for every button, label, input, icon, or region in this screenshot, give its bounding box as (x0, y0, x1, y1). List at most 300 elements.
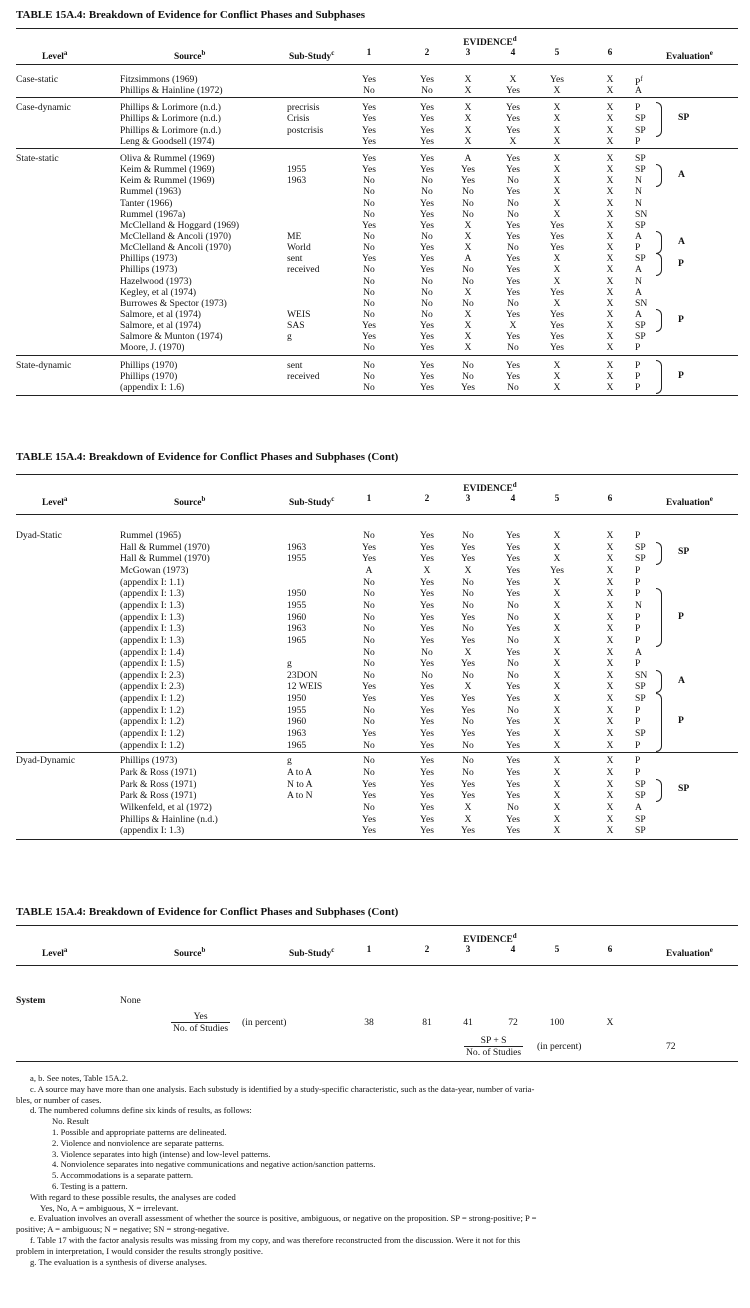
evidence-cell-4: Yes (506, 85, 520, 97)
footnote-line: f. Table 17 with the factor analysis results was missing from my copy, and was therefore reconstructed from the discussion. Were it not for this (30, 1234, 521, 1245)
evaluation-cell: A (635, 801, 642, 813)
evidence-cell-4: Yes (506, 728, 520, 740)
evidence-cell-3: Yes (461, 175, 475, 187)
evidence-cell-2: Yes (420, 342, 434, 354)
evidence-cell-3: X (464, 681, 472, 693)
source-cell: Rummel (1963) (120, 186, 182, 198)
evidence-cell-5: Yes (550, 331, 564, 343)
group-separator-rule (16, 355, 738, 356)
substudy-cell: 1960 (287, 716, 307, 728)
evidence-cell-5: X (553, 197, 561, 209)
source-cell: Tanter (1966) (120, 197, 173, 209)
footnote-line: Yes, No, A = ambiguous, X = irrelevant. (40, 1202, 179, 1213)
evidence-cell-1: No (363, 197, 375, 209)
evidence-cell-5: X (553, 634, 561, 646)
evidence-cell-4: Yes (506, 646, 520, 658)
evidence-cell-3: No (462, 197, 474, 209)
evidence-cell-4: Yes (506, 102, 520, 114)
evaluation-cell: P (635, 716, 641, 728)
level-header-text: Level (42, 949, 64, 960)
evaluation-cell: SP (635, 728, 646, 740)
source-header-text: Source (174, 52, 202, 63)
evidence-cell-4: X (509, 320, 517, 332)
source-header-superscript: b (201, 946, 206, 954)
evidence-cell-6: X (606, 264, 614, 276)
evidence-cell-5: X (553, 152, 561, 164)
evidence-cell-6: X (606, 623, 614, 635)
source-cell: (appendix I: 1.3) (120, 599, 185, 611)
evidence-cell-2: Yes (420, 164, 434, 176)
evidence-cell-5: X (553, 135, 561, 147)
evidence-cell-3: X (464, 135, 472, 147)
evidence-cell-6: X (606, 242, 614, 254)
level-header (42, 48, 67, 63)
footnote-line: d. The numbered columns define six kinds of results, as follows: (30, 1105, 252, 1116)
evidence-cell-2: X (423, 564, 431, 576)
evidence-cell-1: Yes (362, 541, 376, 553)
table-row (16, 231, 738, 242)
evidence-cell-6: X (606, 230, 614, 242)
evaluation-cell: SP (635, 553, 646, 565)
level-label: Dyad-Static (16, 530, 62, 541)
table-row (16, 125, 738, 136)
evaluation-cell: SP (635, 219, 646, 231)
evidence-cell-5: X (553, 801, 561, 813)
source-header-text: Source (174, 498, 202, 509)
evidence-cell-4: Yes (506, 359, 520, 371)
evidence-cell-4: Yes (506, 113, 520, 125)
evidence-cell-5: X (553, 208, 561, 220)
group-separator-rule (16, 752, 738, 753)
evidence-cell-4: Yes (506, 681, 520, 693)
evidence-cell-6: X (606, 825, 614, 837)
evidence-cell-5: Yes (550, 74, 564, 85)
evidence-cell-6: X (606, 124, 614, 136)
evidence-cell-2: Yes (420, 704, 434, 716)
footnote-line: 2. Violence and nonviolence are separate patterns. (52, 1137, 225, 1148)
evidence-cell-5: X (553, 611, 561, 623)
evidence-cell-3: Yes (461, 704, 475, 716)
evaluation-cell: P (635, 623, 641, 635)
evidence-cell-3: Yes (461, 611, 475, 623)
evidence-cell-3: A (464, 152, 472, 164)
bracket-label: P (678, 715, 684, 727)
source-header (174, 945, 205, 960)
evidence-cell-1: No (363, 309, 375, 320)
source-cell: Burrowes & Spector (1973) (120, 297, 227, 309)
evidence-cell-4: Yes (506, 588, 520, 600)
source-header-text: Source (174, 949, 202, 960)
evidence-cell-2: No (421, 186, 433, 198)
evidence-cell-4: No (507, 381, 519, 393)
table-caption: TABLE 15A.4: Breakdown of Evidence for Conflict Phases and Subphases (Cont) (16, 451, 399, 463)
table-bottom-rule (16, 395, 738, 396)
table-row (16, 136, 738, 147)
table-row (16, 175, 738, 186)
level-label: Case-static (16, 74, 59, 85)
evaluation-cell: SP (635, 778, 646, 790)
source-cell: Keim & Rummel (1969) (120, 175, 215, 187)
evidence-cell-6: X (606, 693, 614, 705)
level-header-text: Level (42, 498, 64, 509)
table-row (16, 577, 738, 588)
table-row (16, 74, 738, 89)
evidence-cell-1: No (363, 208, 375, 220)
table-row (16, 382, 738, 393)
source-cell: Salmore, et al (1974) (120, 320, 201, 332)
evidence-cell-4: Yes (506, 331, 520, 343)
source-cell: Phillips (1970) (120, 370, 178, 382)
evidence-cell-1: Yes (362, 681, 376, 693)
table-row (16, 790, 738, 801)
evaluation-bracket (656, 231, 662, 254)
percent-cell-2: 81 (422, 1017, 432, 1028)
evidence-cell-4: Yes (506, 219, 520, 231)
substudy-cell: 1963 (287, 175, 307, 187)
table-row (16, 693, 738, 704)
source-cell: (appendix I: 1.3) (120, 623, 185, 635)
substudy-header (289, 48, 334, 63)
evidence-cell-4: Yes (506, 309, 520, 320)
evidence-cell-1: No (363, 704, 375, 716)
evidence-cell-2: No (421, 175, 433, 187)
evidence-cell-4: Yes (506, 253, 520, 265)
table-row (16, 825, 738, 836)
evidence-cell-6: X (606, 541, 614, 553)
source-cell: Moore, J. (1970) (120, 342, 185, 354)
table-row (16, 220, 738, 231)
evidence-cell-3: X (464, 113, 472, 125)
evidence-cell-2: Yes (420, 611, 434, 623)
evidence-cell-2: Yes (420, 576, 434, 588)
source-cell: Park & Ross (1971) (120, 767, 197, 778)
evidence-col-header-4: 4 (510, 48, 516, 58)
fraction-suffix: (in percent) (242, 1017, 287, 1028)
evidence-cell-4: Yes (506, 623, 520, 635)
evaluation-cell: N (635, 186, 642, 198)
table-row (16, 242, 738, 253)
evidence-cell-3: Yes (461, 553, 475, 565)
evidence-cell-4: No (507, 669, 519, 681)
table-row (16, 542, 738, 553)
evidence-cell-2: Yes (420, 588, 434, 600)
table-row (16, 371, 738, 382)
percent-cell-4: 72 (508, 1017, 518, 1028)
evidence-cell-6: X (606, 286, 614, 298)
evidence-cell-6: X (606, 275, 614, 287)
evaluation-cell: SN (635, 208, 648, 220)
evidence-cell-4: No (507, 342, 519, 354)
evidence-cell-6: X (606, 309, 614, 320)
bracket-label: A (678, 674, 685, 686)
evaluation-cell: SN (635, 297, 648, 309)
evidence-cell-1: Yes (362, 331, 376, 343)
evidence-header-superscript: d (512, 932, 517, 940)
evidence-cell-2: Yes (420, 693, 434, 705)
evaluation-cell: P (635, 370, 641, 382)
table-row (16, 670, 738, 681)
evidence-cell-3: X (464, 813, 472, 825)
evidence-cell-2: Yes (420, 541, 434, 553)
evidence-cell-6: X (606, 530, 614, 541)
evidence-cell-4: No (507, 599, 519, 611)
source-cell: McGowan (1973) (120, 564, 189, 576)
evaluation-cell: P (635, 755, 641, 767)
evidence-cell-1: No (363, 175, 375, 187)
evidence-col-header-6: 6 (607, 48, 613, 58)
table-row (16, 612, 738, 623)
substudy-header (289, 494, 334, 509)
bracket-label: P (678, 610, 684, 622)
source-cell: Hall & Rummel (1970) (120, 541, 210, 553)
evaluation-cell: SP (635, 124, 646, 136)
source-cell: Rummel (1967a) (120, 208, 186, 220)
evidence-cell-2: Yes (420, 623, 434, 635)
evaluation-cell: P (635, 530, 641, 541)
evidence-cell-2: Yes (420, 634, 434, 646)
table-row (16, 767, 738, 778)
substudy-cell: SAS (287, 320, 305, 332)
evidence-cell-5: X (553, 102, 561, 114)
evidence-cell-5: X (553, 658, 561, 670)
source-cell: (appendix I: 1.5) (120, 658, 185, 670)
evidence-cell-5: X (553, 541, 561, 553)
evaluation-bracket (656, 102, 662, 136)
evidence-header-superscript: d (512, 481, 517, 489)
footnote-line: positive; A = ambiguous; N = negative; SN = strong-negative. (16, 1224, 230, 1235)
footnote-line: bles, or number of cases. (16, 1094, 102, 1105)
evidence-cell-4: Yes (506, 716, 520, 728)
substudy-cell: WEIS (287, 309, 311, 320)
evidence-cell-2: Yes (420, 208, 434, 220)
evaluation-cell: SN (635, 669, 648, 681)
evaluation-bracket (656, 309, 662, 332)
evidence-cell-2: Yes (420, 728, 434, 740)
evidence-cell-5: X (553, 767, 561, 778)
evidence-cell-6: X (606, 599, 614, 611)
level-header (42, 494, 67, 509)
source-cell: (appendix I: 1.2) (120, 704, 185, 716)
evidence-cell-2: Yes (420, 113, 434, 125)
evidence-cell-3: Yes (461, 728, 475, 740)
evidence-cell-4: Yes (506, 186, 520, 198)
evaluation-cell: P (635, 588, 641, 600)
evidence-col-header-3: 3 (465, 494, 471, 504)
evidence-cell-2: Yes (420, 599, 434, 611)
evidence-cell-3: X (464, 85, 472, 97)
footnote-line: e. Evaluation involves an overall assessment of whether the source is positive, ambiguous, or negative on the proposition. SP = strong-positive; P = (30, 1213, 537, 1224)
evidence-col-header-3: 3 (465, 48, 471, 58)
eval-footnote-mark: f (640, 75, 643, 83)
evidence-cell-6: X (606, 755, 614, 767)
header-top-rule (16, 925, 738, 926)
evidence-cell-1: No (363, 85, 375, 97)
evidence-cell-6: X (606, 634, 614, 646)
fraction-suffix: (in percent) (537, 1041, 582, 1052)
evaluation-cell: P (635, 135, 641, 147)
evaluation-cell: SP (635, 813, 646, 825)
evaluation-cell: P (635, 359, 641, 371)
evidence-cell-1: No (363, 242, 375, 254)
evidence-cell-3: Yes (461, 541, 475, 553)
source-cell: Hazelwood (1973) (120, 275, 192, 287)
evidence-cell-1: Yes (362, 219, 376, 231)
evidence-cell-5: X (553, 530, 561, 541)
evidence-cell-3: X (464, 320, 472, 332)
table-row (16, 681, 738, 692)
source-cell: Phillips & Hainline (n.d.) (120, 813, 218, 825)
evidence-cell-1: No (363, 530, 375, 541)
source-cell: (appendix I: 2.3) (120, 669, 185, 681)
evaluation-percent: 72 (666, 1041, 676, 1052)
footnote-line: 3. Violence separates into high (intense) and low-level patterns. (52, 1148, 271, 1159)
table-row (16, 716, 738, 727)
evidence-cell-5: X (553, 825, 561, 837)
evaluation-header-superscript: e (709, 49, 713, 57)
evidence-cell-4: No (507, 801, 519, 813)
fraction-numerator: Yes (171, 1011, 230, 1023)
source-cell: Rummel (1965) (120, 530, 182, 541)
evidence-cell-5: X (553, 359, 561, 371)
evaluation-cell: SP (635, 253, 646, 265)
evaluation-bracket (656, 542, 662, 566)
evidence-cell-2: No (421, 309, 433, 320)
level-label: Case-dynamic (16, 102, 71, 114)
table-row (16, 253, 738, 264)
evidence-cell-1: Yes (362, 693, 376, 705)
evidence-col-header-3: 3 (465, 945, 471, 955)
table-row (16, 755, 738, 766)
percent-cell-3: 41 (463, 1017, 473, 1028)
footnote-line: 4. Nonviolence separates into negative communications and negative action/sanction patterns. (52, 1159, 376, 1170)
evidence-header-text: EVIDENCE (463, 38, 513, 49)
footnote-line: No. Result (52, 1116, 89, 1127)
evidence-col-header-1: 1 (366, 48, 372, 58)
table-row (16, 209, 738, 220)
evidence-cell-3: Yes (461, 790, 475, 802)
substudy-cell: 1950 (287, 588, 307, 600)
table-caption: TABLE 15A.4: Breakdown of Evidence for Conflict Phases and Subphases (16, 9, 365, 21)
evidence-cell-6: X (606, 658, 614, 670)
evaluation-cell: P (635, 381, 641, 393)
source-cell: Phillips (1970) (120, 359, 178, 371)
bracket-label: A (678, 235, 685, 247)
footnote-line: a, b. See notes, Table 15A.2. (30, 1073, 129, 1083)
evidence-cell-4: Yes (506, 564, 520, 576)
evidence-cell-4: Yes (506, 553, 520, 565)
evaluation-cell: P (635, 634, 641, 646)
substudy-cell: ME (287, 230, 302, 242)
source-header (174, 48, 205, 63)
evidence-cell-5: X (553, 669, 561, 681)
evidence-cell-6: X (606, 739, 614, 751)
source-cell: McClelland & Hoggard (1969) (120, 219, 240, 231)
evidence-cell-1: Yes (362, 253, 376, 265)
evidence-cell-1: No (363, 370, 375, 382)
evidence-table (16, 474, 738, 904)
evidence-cell-1: No (363, 359, 375, 371)
evaluation-cell: P (635, 704, 641, 716)
evidence-cell-5: X (553, 297, 561, 309)
evidence-cell-4: Yes (506, 152, 520, 164)
source-cell: Phillips (1973) (120, 253, 178, 265)
evidence-cell-4: Yes (506, 124, 520, 136)
evaluation-bracket (656, 360, 662, 394)
evidence-cell-2: Yes (420, 197, 434, 209)
footnote-line: 6. Testing is a pattern. (52, 1180, 128, 1191)
source-cell: Fitzsimmons (1969) (120, 74, 198, 85)
header-bottom-rule (16, 64, 738, 65)
evaluation-bracket (656, 164, 662, 187)
evidence-cell-4: No (507, 658, 519, 670)
evidence-cell-2: Yes (420, 778, 434, 790)
table-row (16, 740, 738, 751)
evidence-cell-2: Yes (420, 219, 434, 231)
source-cell: (appendix I: 1.6) (120, 381, 185, 393)
substudy-header-text: Sub-Study (289, 949, 332, 960)
evidence-cell-5: X (553, 646, 561, 658)
level-label: Dyad-Dynamic (16, 755, 76, 767)
evidence-cell-2: No (421, 286, 433, 298)
evidence-cell-6: X (606, 175, 614, 187)
evidence-cell-1: No (363, 801, 375, 813)
evaluation-cell: P (635, 242, 641, 254)
evidence-cell-1: No (363, 716, 375, 728)
evidence-cell-6: X (606, 342, 614, 354)
evidence-cell-1: No (363, 611, 375, 623)
evidence-cell-3: X (464, 74, 472, 85)
table-row (16, 802, 738, 813)
footnote-line: g. The evaluation is a synthesis of diverse analyses. (30, 1256, 207, 1267)
evidence-cell-3: No (462, 588, 474, 600)
evidence-cell-5: Yes (550, 286, 564, 298)
evidence-cell-4: Yes (506, 286, 520, 298)
table-caption: TABLE 15A.4: Breakdown of Evidence for Conflict Phases and Subphases (Cont) (16, 906, 399, 918)
evidence-cell-4: Yes (506, 693, 520, 705)
evaluation-header (666, 48, 713, 63)
evidence-cell-5: X (553, 813, 561, 825)
evaluation-cell: A (635, 264, 642, 276)
substudy-header-superscript: c (331, 495, 335, 503)
evidence-cell-5: X (553, 755, 561, 767)
evidence-cell-2: Yes (420, 370, 434, 382)
evidence-cell-2: Yes (420, 359, 434, 371)
evaluation-cell: P (635, 342, 641, 354)
evidence-cell-3: X (464, 230, 472, 242)
evidence-cell-6: X (606, 681, 614, 693)
header-top-rule (16, 474, 738, 475)
evidence-cell-3: No (462, 623, 474, 635)
footnote-line: c. A source may have more than one analysis. Each substudy is identified by a study-specific characteristic, such as the data-year, number of varia- (30, 1083, 535, 1094)
yes-fraction (171, 1011, 230, 1034)
evidence-cell-6: X (606, 186, 614, 198)
evidence-cell-5: X (553, 85, 561, 97)
source-cell: (appendix I: 1.3) (120, 825, 185, 837)
evidence-cell-3: X (464, 646, 472, 658)
substudy-header-superscript: c (331, 946, 335, 954)
evidence-cell-4: Yes (506, 739, 520, 751)
evidence-cell-6: X (606, 576, 614, 588)
evidence-cell-3: Yes (461, 778, 475, 790)
table-row (16, 320, 738, 331)
substudy-cell: A to N (287, 790, 313, 802)
evidence-cell-4: Yes (506, 370, 520, 382)
evidence-cell-4: Yes (506, 530, 520, 541)
evidence-cell-2: Yes (420, 135, 434, 147)
evaluation-cell: A (635, 309, 642, 320)
evidence-cell-1: Yes (362, 124, 376, 136)
evidence-cell-5: Yes (550, 219, 564, 231)
